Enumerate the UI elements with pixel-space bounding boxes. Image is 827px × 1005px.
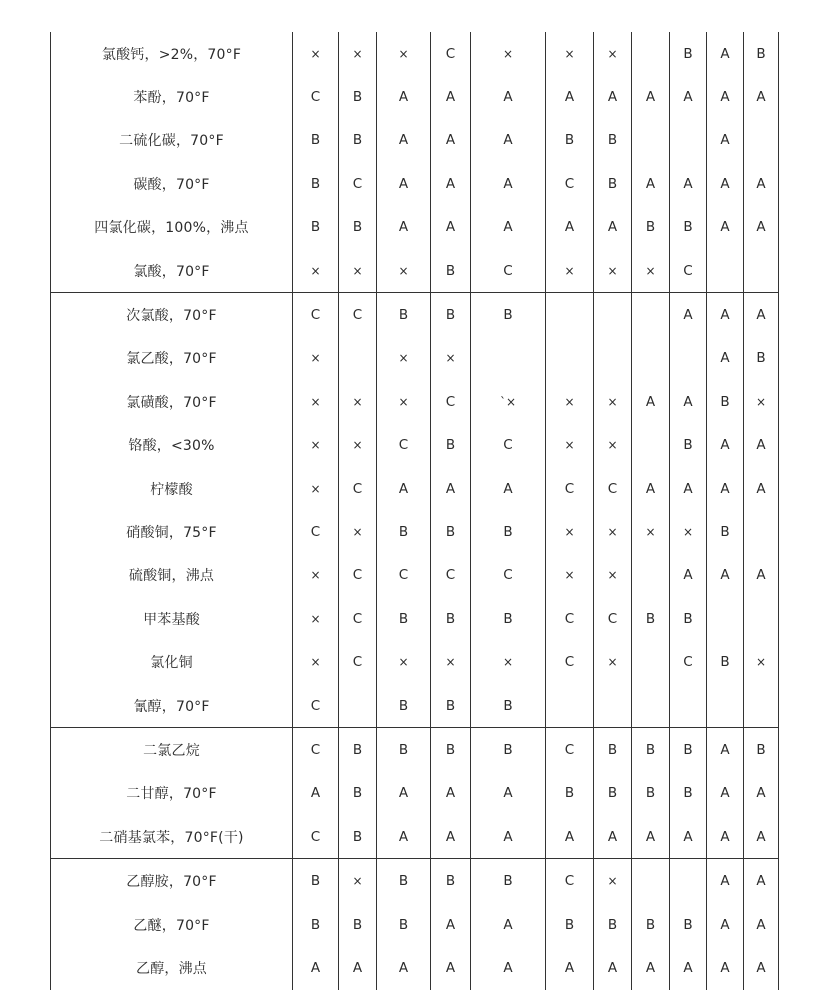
rating-cell: A: [707, 424, 744, 467]
table-row: [51, 815, 779, 859]
rating-cell: ×: [632, 249, 670, 293]
rating-cell: C: [471, 249, 546, 293]
rating-cell: A: [431, 467, 471, 510]
rating-cell: A: [744, 903, 779, 946]
rating-cell: ×: [377, 32, 431, 75]
rating-cell: ×: [594, 424, 632, 467]
rating-cell: A: [471, 467, 546, 510]
rating-cell: C: [293, 728, 339, 772]
rating-cell: B: [377, 293, 431, 337]
substance-name-cell: 碳酸，70°F: [51, 162, 293, 205]
rating-cell: [632, 337, 670, 380]
rating-cell: A: [632, 75, 670, 118]
substance-name-cell: 次氯酸，70°F: [51, 293, 293, 337]
rating-cell: C: [431, 32, 471, 75]
rating-cell: C: [546, 728, 594, 772]
rating-cell: C: [339, 293, 377, 337]
rating-cell: B: [431, 293, 471, 337]
rating-cell: ×: [293, 424, 339, 467]
rating-cell: A: [546, 206, 594, 249]
rating-cell: B: [632, 772, 670, 815]
rating-cell: A: [632, 467, 670, 510]
rating-cell: ×: [594, 32, 632, 75]
rating-cell: ×: [546, 424, 594, 467]
rating-cell: ×: [744, 380, 779, 423]
substance-name-cell: 苯酚，70°F: [51, 75, 293, 118]
rating-cell: ×: [293, 597, 339, 640]
rating-cell: C: [431, 380, 471, 423]
rating-cell: `×: [471, 380, 546, 423]
rating-cell: A: [707, 772, 744, 815]
table-row: [51, 75, 779, 118]
rating-cell: C: [339, 554, 377, 597]
table-row: [51, 162, 779, 205]
rating-cell: ×: [293, 249, 339, 293]
rating-cell: A: [471, 815, 546, 859]
rating-cell: A: [293, 946, 339, 989]
rating-cell: [707, 597, 744, 640]
rating-cell: B: [670, 597, 707, 640]
rating-cell: A: [670, 815, 707, 859]
rating-cell: A: [744, 206, 779, 249]
rating-cell: A: [546, 75, 594, 118]
rating-cell: B: [339, 815, 377, 859]
substance-name-cell: 氯化铜: [51, 640, 293, 683]
rating-cell: B: [632, 206, 670, 249]
rating-cell: ×: [546, 510, 594, 553]
rating-cell: A: [594, 206, 632, 249]
rating-cell: [707, 684, 744, 728]
rating-cell: A: [744, 75, 779, 118]
rating-cell: C: [339, 640, 377, 683]
rating-cell: A: [377, 75, 431, 118]
rating-cell: B: [546, 119, 594, 162]
rating-cell: C: [377, 554, 431, 597]
rating-cell: A: [377, 119, 431, 162]
rating-cell: A: [471, 75, 546, 118]
rating-cell: A: [431, 206, 471, 249]
rating-cell: [744, 249, 779, 293]
rating-cell: [744, 119, 779, 162]
rating-cell: A: [744, 162, 779, 205]
rating-cell: ×: [431, 337, 471, 380]
rating-cell: ×: [339, 249, 377, 293]
rating-cell: A: [707, 162, 744, 205]
rating-cell: A: [744, 815, 779, 859]
rating-cell: B: [471, 728, 546, 772]
rating-cell: ×: [293, 337, 339, 380]
rating-cell: B: [594, 728, 632, 772]
rating-cell: C: [377, 424, 431, 467]
rating-cell: A: [707, 119, 744, 162]
rating-cell: C: [546, 162, 594, 205]
rating-cell: A: [431, 119, 471, 162]
rating-cell: B: [670, 772, 707, 815]
rating-cell: C: [293, 684, 339, 728]
rating-cell: A: [471, 162, 546, 205]
rating-cell: A: [594, 815, 632, 859]
rating-cell: B: [594, 772, 632, 815]
substance-name-cell: 乙醚，70°F: [51, 903, 293, 946]
rating-cell: ×: [594, 510, 632, 553]
rating-cell: C: [670, 640, 707, 683]
rating-cell: [594, 684, 632, 728]
table-row: [51, 380, 779, 423]
rating-cell: ×: [339, 424, 377, 467]
rating-cell: B: [339, 903, 377, 946]
rating-cell: ×: [594, 859, 632, 903]
substance-name-cell: 乙醇，沸点: [51, 946, 293, 989]
rating-cell: A: [707, 206, 744, 249]
rating-cell: A: [707, 728, 744, 772]
rating-cell: B: [471, 293, 546, 337]
rating-cell: ×: [293, 467, 339, 510]
rating-cell: A: [670, 75, 707, 118]
table-row: [51, 293, 779, 337]
table-body: [51, 32, 779, 990]
rating-cell: [744, 510, 779, 553]
rating-cell: A: [431, 772, 471, 815]
rating-cell: A: [471, 772, 546, 815]
rating-cell: C: [471, 554, 546, 597]
rating-cell: C: [339, 597, 377, 640]
rating-cell: A: [707, 815, 744, 859]
substance-name-cell: 柠檬酸: [51, 467, 293, 510]
table-row: [51, 946, 779, 989]
rating-cell: B: [632, 728, 670, 772]
table-row: [51, 903, 779, 946]
rating-cell: C: [293, 75, 339, 118]
rating-cell: C: [431, 554, 471, 597]
rating-cell: A: [594, 946, 632, 989]
rating-cell: C: [546, 859, 594, 903]
rating-cell: A: [707, 337, 744, 380]
rating-cell: [339, 337, 377, 380]
table-row: [51, 597, 779, 640]
rating-cell: B: [377, 903, 431, 946]
substance-name-cell: 氯磺酸，70°F: [51, 380, 293, 423]
substance-name-cell: 甲苯基酸: [51, 597, 293, 640]
rating-cell: B: [431, 249, 471, 293]
rating-cell: B: [632, 597, 670, 640]
rating-cell: B: [670, 424, 707, 467]
rating-cell: [744, 597, 779, 640]
rating-cell: [471, 337, 546, 380]
table-row: [51, 467, 779, 510]
rating-cell: A: [744, 946, 779, 989]
rating-cell: A: [594, 75, 632, 118]
rating-cell: B: [670, 206, 707, 249]
rating-cell: C: [670, 249, 707, 293]
rating-cell: B: [670, 903, 707, 946]
substance-name-cell: 硫酸铜，沸点: [51, 554, 293, 597]
table-row: [51, 337, 779, 380]
rating-cell: A: [744, 424, 779, 467]
rating-cell: A: [707, 946, 744, 989]
rating-cell: ×: [594, 249, 632, 293]
rating-cell: A: [546, 815, 594, 859]
rating-cell: A: [707, 554, 744, 597]
substance-name-cell: 铬酸，<30%: [51, 424, 293, 467]
rating-cell: C: [339, 162, 377, 205]
substance-name-cell: 四氯化碳，100%，沸点: [51, 206, 293, 249]
rating-cell: [670, 119, 707, 162]
rating-cell: C: [546, 597, 594, 640]
rating-cell: C: [339, 467, 377, 510]
rating-cell: B: [707, 510, 744, 553]
rating-cell: [632, 293, 670, 337]
rating-cell: B: [431, 728, 471, 772]
rating-cell: A: [632, 946, 670, 989]
rating-cell: B: [744, 337, 779, 380]
rating-cell: C: [546, 467, 594, 510]
rating-cell: [594, 293, 632, 337]
rating-cell: [546, 293, 594, 337]
rating-cell: B: [431, 510, 471, 553]
rating-cell: B: [546, 772, 594, 815]
rating-cell: [632, 684, 670, 728]
rating-cell: B: [471, 684, 546, 728]
rating-cell: A: [744, 293, 779, 337]
rating-cell: A: [431, 946, 471, 989]
rating-cell: A: [546, 946, 594, 989]
rating-cell: A: [431, 903, 471, 946]
substance-name-cell: 氰醇，70°F: [51, 684, 293, 728]
table-row: [51, 424, 779, 467]
rating-cell: A: [377, 467, 431, 510]
rating-cell: [670, 337, 707, 380]
rating-cell: [632, 640, 670, 683]
table-row: [51, 684, 779, 728]
rating-cell: ×: [431, 640, 471, 683]
substance-name-cell: 乙醇胺，70°F: [51, 859, 293, 903]
rating-cell: B: [339, 206, 377, 249]
rating-cell: A: [431, 815, 471, 859]
rating-cell: A: [670, 554, 707, 597]
rating-cell: ×: [632, 510, 670, 553]
rating-cell: A: [707, 467, 744, 510]
rating-cell: ×: [377, 640, 431, 683]
rating-cell: B: [339, 75, 377, 118]
rating-cell: A: [707, 75, 744, 118]
rating-cell: C: [546, 640, 594, 683]
rating-cell: ×: [594, 554, 632, 597]
rating-cell: ×: [377, 380, 431, 423]
table-row: [51, 510, 779, 553]
rating-cell: B: [707, 640, 744, 683]
rating-cell: B: [339, 772, 377, 815]
rating-cell: C: [293, 510, 339, 553]
rating-cell: A: [707, 903, 744, 946]
rating-cell: B: [632, 903, 670, 946]
rating-cell: ×: [293, 32, 339, 75]
rating-cell: ×: [546, 554, 594, 597]
rating-cell: [670, 684, 707, 728]
rating-cell: B: [744, 728, 779, 772]
rating-cell: ×: [594, 640, 632, 683]
rating-cell: [632, 32, 670, 75]
rating-cell: [546, 337, 594, 380]
rating-cell: B: [293, 119, 339, 162]
rating-cell: C: [293, 815, 339, 859]
table-row: [51, 32, 779, 75]
rating-cell: A: [670, 162, 707, 205]
rating-cell: B: [339, 728, 377, 772]
rating-cell: A: [471, 119, 546, 162]
rating-cell: A: [471, 903, 546, 946]
rating-cell: [546, 684, 594, 728]
rating-cell: A: [632, 815, 670, 859]
rating-cell: A: [707, 859, 744, 903]
substance-name-cell: 二硫化碳，70°F: [51, 119, 293, 162]
rating-cell: B: [471, 597, 546, 640]
rating-cell: A: [670, 293, 707, 337]
rating-cell: ×: [546, 249, 594, 293]
rating-cell: B: [293, 206, 339, 249]
rating-cell: [632, 554, 670, 597]
rating-cell: B: [339, 119, 377, 162]
rating-cell: ×: [471, 640, 546, 683]
rating-cell: B: [670, 32, 707, 75]
rating-cell: A: [377, 206, 431, 249]
rating-cell: B: [293, 162, 339, 205]
rating-cell: A: [670, 467, 707, 510]
rating-cell: ×: [546, 380, 594, 423]
rating-cell: A: [744, 554, 779, 597]
rating-cell: ×: [594, 380, 632, 423]
rating-cell: A: [339, 946, 377, 989]
rating-cell: C: [293, 293, 339, 337]
rating-cell: A: [377, 815, 431, 859]
rating-cell: C: [594, 597, 632, 640]
rating-cell: B: [377, 859, 431, 903]
rating-cell: B: [594, 119, 632, 162]
rating-cell: A: [431, 75, 471, 118]
rating-cell: B: [431, 424, 471, 467]
rating-cell: B: [431, 859, 471, 903]
substance-name-cell: 二甘醇，70°F: [51, 772, 293, 815]
rating-cell: B: [377, 684, 431, 728]
substance-name-cell: 硝酸铜，75°F: [51, 510, 293, 553]
table-row: [51, 640, 779, 683]
rating-cell: [744, 684, 779, 728]
rating-cell: A: [471, 946, 546, 989]
rating-cell: B: [744, 32, 779, 75]
table-row: [51, 249, 779, 293]
rating-cell: B: [594, 162, 632, 205]
rating-cell: [632, 424, 670, 467]
rating-cell: A: [744, 467, 779, 510]
rating-cell: A: [471, 206, 546, 249]
rating-cell: A: [632, 380, 670, 423]
rating-cell: ×: [293, 554, 339, 597]
rating-cell: ×: [377, 337, 431, 380]
rating-cell: [632, 859, 670, 903]
rating-cell: ×: [377, 249, 431, 293]
rating-cell: A: [744, 772, 779, 815]
rating-cell: A: [670, 380, 707, 423]
rating-cell: [632, 119, 670, 162]
rating-cell: ×: [339, 32, 377, 75]
substance-name-cell: 氯乙酸，70°F: [51, 337, 293, 380]
rating-cell: ×: [293, 380, 339, 423]
rating-cell: [339, 684, 377, 728]
rating-cell: ×: [339, 510, 377, 553]
rating-cell: B: [377, 510, 431, 553]
substance-name-cell: 氯酸钙，>2%，70°F: [51, 32, 293, 75]
rating-cell: A: [670, 946, 707, 989]
rating-cell: A: [707, 32, 744, 75]
rating-cell: [670, 859, 707, 903]
rating-cell: ×: [471, 32, 546, 75]
substance-name-cell: 二硝基氯苯，70°F(干): [51, 815, 293, 859]
rating-cell: ×: [339, 859, 377, 903]
rating-cell: B: [546, 903, 594, 946]
rating-cell: A: [377, 946, 431, 989]
rating-cell: A: [293, 772, 339, 815]
table-row: [51, 859, 779, 903]
rating-cell: A: [377, 162, 431, 205]
rating-cell: A: [377, 772, 431, 815]
rating-cell: ×: [339, 380, 377, 423]
rating-cell: ×: [744, 640, 779, 683]
rating-cell: B: [293, 859, 339, 903]
table-row: [51, 772, 779, 815]
rating-cell: B: [431, 597, 471, 640]
rating-cell: B: [431, 684, 471, 728]
rating-cell: B: [707, 380, 744, 423]
substance-name-cell: 氯酸，70°F: [51, 249, 293, 293]
substance-name-cell: 二氯乙烷: [51, 728, 293, 772]
rating-cell: C: [471, 424, 546, 467]
table-row: [51, 554, 779, 597]
rating-cell: A: [431, 162, 471, 205]
rating-cell: B: [293, 903, 339, 946]
rating-cell: B: [377, 728, 431, 772]
chemical-compatibility-table: [50, 32, 779, 990]
rating-cell: ×: [670, 510, 707, 553]
rating-cell: B: [594, 903, 632, 946]
rating-cell: [707, 249, 744, 293]
rating-cell: B: [377, 597, 431, 640]
table-row: [51, 119, 779, 162]
rating-cell: ×: [293, 640, 339, 683]
table-row: [51, 206, 779, 249]
rating-cell: B: [471, 510, 546, 553]
rating-cell: A: [707, 293, 744, 337]
rating-cell: [594, 337, 632, 380]
rating-cell: A: [632, 162, 670, 205]
rating-cell: B: [670, 728, 707, 772]
table-row: [51, 728, 779, 772]
rating-cell: A: [744, 859, 779, 903]
rating-cell: ×: [546, 32, 594, 75]
rating-cell: C: [594, 467, 632, 510]
rating-cell: B: [471, 859, 546, 903]
